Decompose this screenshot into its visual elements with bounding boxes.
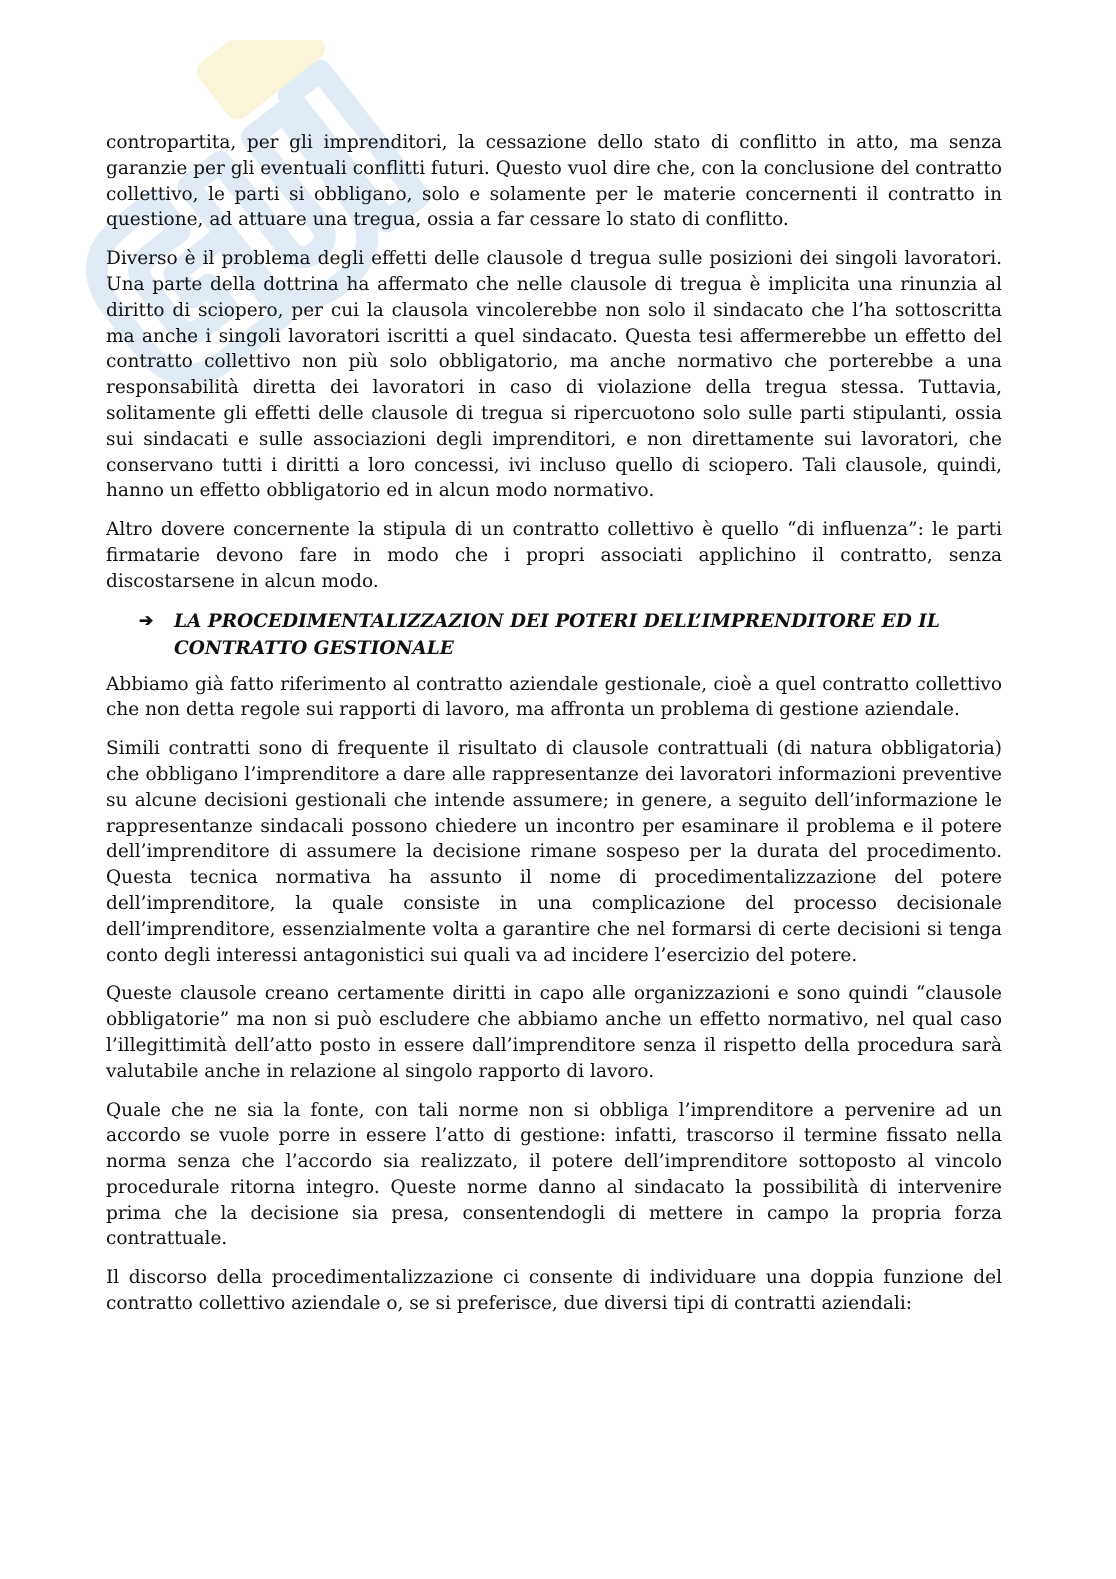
paragraph: Simili contratti sono di frequente il risultato di clausole contrattuali (di natura obbligatoria) che obbligano l’imprenditore a dare alle rappresentanze dei lavoratori informazioni preventive su alcune decisioni gestionali che intende assumere; in genere, a seguito dell’informazione le rappresentanze sindacali possono chiedere un incontro per esaminare il problema e il potere dell’imprenditore di assumere la decisione rimane sospeso per la durata del procedimento. Questa tecnica normativa ha assunto il nome di procedimentalizzazione del potere dell’imprenditore, la quale consiste in una complicazione del processo decisionale dell’imprenditore, essenzialmente volta a garantire che nel formarsi di certe decisioni si tenga conto degli interessi antagonistici sui quali va ad incidere l’esercizio del potere.	[106, 738, 1002, 966]
paragraph: Diverso è il problema degli effetti delle clausole d tregua sulle posizioni dei singoli lavoratori. Una parte della dottrina ha affermato che nelle clausole di tregua è implicita una rinunzia al diritto di sciopero, per cui la clausola vincolerebbe non solo il sindacato che l’ha sottoscritta ma anche i singoli lavoratori iscritti a quel sindacato. Questa tesi affermerebbe un effetto del contratto collettivo non più solo obbligatorio, ma anche normativo che porterebbe a una responsabilità diretta dei lavoratori in caso di violazione della tregua stessa. Tuttavia, solitamente gli effetti delle clausole di tregua si ripercuotono solo sulle parti stipulanti, ossia sui sindacati e sulle associazioni degli imprenditori, e non direttamente sui lavoratori, che conservano tutti i diritti a loro concessi, ivi incluso quello di sciopero. Tali clausole, quindi, hanno un effetto obbligatorio ed in alcun modo normativo.	[106, 248, 1002, 502]
section-heading	[106, 608, 1002, 662]
section-heading-text: LA PROCEDIMENTALIZZAZION DEI POTERI DELL’IMPRENDITORE ED IL CONTRATTO GESTIONALE	[174, 610, 940, 659]
paragraph: Quale che ne sia la fonte, con tali norme non si obbliga l’imprenditore a pervenire ad un accordo se vuole porre in essere l’atto di gestione: infatti, trascorso il termine fissato nella norma senza che l’accordo sia realizzato, il potere dell’imprenditore sottoposto al vincolo procedurale ritorna integro. Queste norme danno al sindacato la possibilità di intervenire prima che la decisione sia presa, consentendogli di mettere in campo la propria forza contrattuale.	[106, 1099, 1002, 1250]
paragraph: Il discorso della procedimentalizzazione ci consente di individuare una doppia funzione del contratto collettivo aziendale o, se si preferisce, due diversi tipi di contratti aziendali:	[106, 1267, 1002, 1315]
paragraph: Abbiamo già fatto riferimento al contratto aziendale gestionale, cioè a quel contratto collettivo che non detta regole sui rapporti di lavoro, ma affronta un problema di gestione aziendale.	[106, 673, 1002, 721]
paragraph: contropartita, per gli imprenditori, la cessazione dello stato di conflitto in atto, ma senza garanzie per gli eventuali conflitti futuri. Questo vuol dire che, con la conclusione del contratto collettivo, le parti si obbligano, solo e solamente per le materie concernenti il contratto in questione, ad attuare una tregua, ossia a far cessare lo stato di conflitto.	[106, 132, 1002, 231]
paragraph: Queste clausole creano certamente diritti in capo alle organizzazioni e sono quindi “clausole obbligatorie” ma non si può escludere che abbiamo anche un effetto normativo, nel qual caso l’illegittimità dell’atto posto in essere dall’imprenditore senza il rispetto della procedura sarà valutabile anche in relazione al singolo rapporto di lavoro.	[106, 983, 1002, 1082]
document-page	[106, 130, 1002, 1330]
paragraph: Altro dovere concernente la stipula di un contratto collettivo è quello “di influenza”: le parti firmatarie devono fare in modo che i propri associati applichino il contratto, senza discostarsene in alcun modo.	[106, 519, 1002, 592]
arrow-right-icon: ➔	[139, 610, 154, 631]
